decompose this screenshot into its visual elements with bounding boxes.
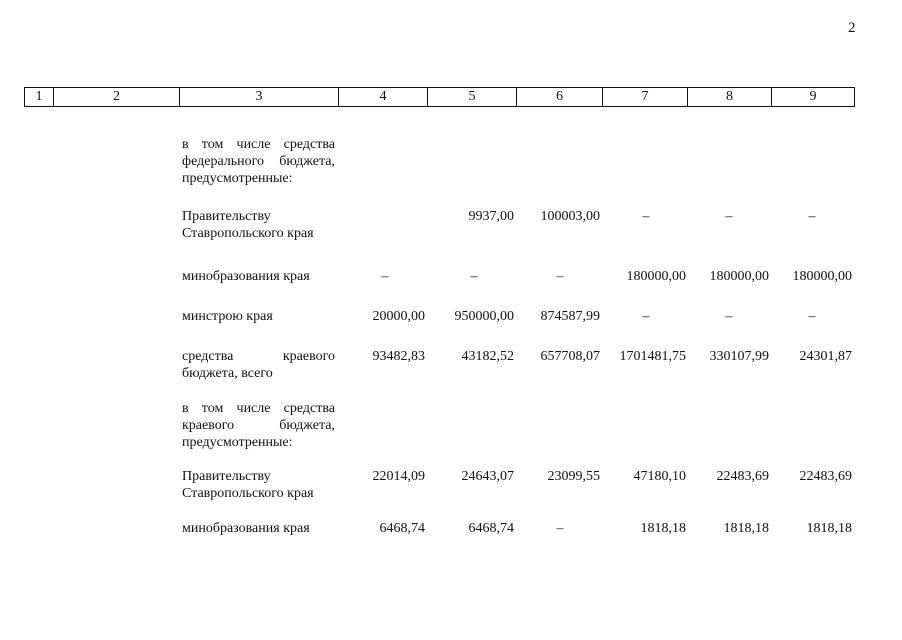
value-cell-col-6: 100003,00: [540, 209, 600, 224]
value-cell-col-5: 9937,00: [468, 209, 514, 224]
value-cell-col-5: 6468,74: [468, 521, 514, 536]
column-header-5: 5: [428, 88, 517, 107]
column-number-header: [24, 87, 855, 107]
value-cell-col-8: –: [725, 209, 733, 224]
value-cell-col-4: 6468,74: [379, 521, 425, 536]
value-cell-col-6: –: [556, 521, 564, 536]
column-header-6: 6: [517, 88, 603, 107]
value-cell-col-9: –: [808, 309, 816, 324]
value-cell-col-9: 22483,69: [799, 469, 852, 484]
value-cell-col-8: –: [725, 309, 733, 324]
value-cell-col-6: 23099,55: [547, 469, 600, 484]
column-header-4: 4: [339, 88, 428, 107]
value-cell-col-6: –: [556, 269, 564, 284]
value-cell-col-9: 180000,00: [792, 269, 852, 284]
value-cell-col-7: 1818,18: [640, 521, 686, 536]
page-number: 2: [848, 20, 856, 36]
row-label: минобразования края: [182, 521, 310, 536]
value-cell-col-7: 47180,10: [633, 469, 686, 484]
column-header-8: 8: [688, 88, 772, 107]
value-cell-col-5: 950000,00: [454, 309, 514, 324]
row-label: Правительству Ставропольского края: [182, 469, 314, 501]
value-cell-col-9: –: [808, 209, 816, 224]
value-cell-col-9: 24301,87: [799, 349, 852, 364]
value-cell-col-5: 24643,07: [461, 469, 514, 484]
row-label: в том числе средства федерального бюджета, предусмотренные:: [182, 137, 335, 186]
value-cell-col-6: 657708,07: [540, 349, 600, 364]
value-cell-col-4: 20000,00: [372, 309, 425, 324]
value-cell-col-8: 22483,69: [716, 469, 769, 484]
value-cell-col-4: 22014,09: [372, 469, 425, 484]
column-header-2: 2: [54, 88, 180, 107]
value-cell-col-9: 1818,18: [806, 521, 852, 536]
value-cell-col-5: 43182,52: [461, 349, 514, 364]
value-cell-col-4: 93482,83: [372, 349, 425, 364]
column-header-3: 3: [180, 88, 339, 107]
row-label: в том числе средства краевого бюджета, предусмотренные:: [182, 401, 335, 450]
value-cell-col-4: –: [381, 269, 389, 284]
value-cell-col-7: 1701481,75: [619, 349, 686, 364]
value-cell-col-7: –: [642, 309, 650, 324]
column-header-9: 9: [772, 88, 855, 107]
value-cell-col-6: 874587,99: [540, 309, 600, 324]
row-label: Правительству Ставропольского края: [182, 209, 314, 241]
column-header-7: 7: [603, 88, 688, 107]
value-cell-col-7: 180000,00: [626, 269, 686, 284]
value-cell-col-8: 180000,00: [709, 269, 769, 284]
row-label: средства краевого бюджета, всего: [182, 349, 335, 381]
value-cell-col-7: –: [642, 209, 650, 224]
row-label: минстрою края: [182, 309, 273, 324]
row-label: минобразования края: [182, 269, 310, 284]
value-cell-col-8: 330107,99: [709, 349, 769, 364]
value-cell-col-5: –: [470, 269, 478, 284]
column-header-1: 1: [25, 88, 54, 107]
value-cell-col-8: 1818,18: [723, 521, 769, 536]
